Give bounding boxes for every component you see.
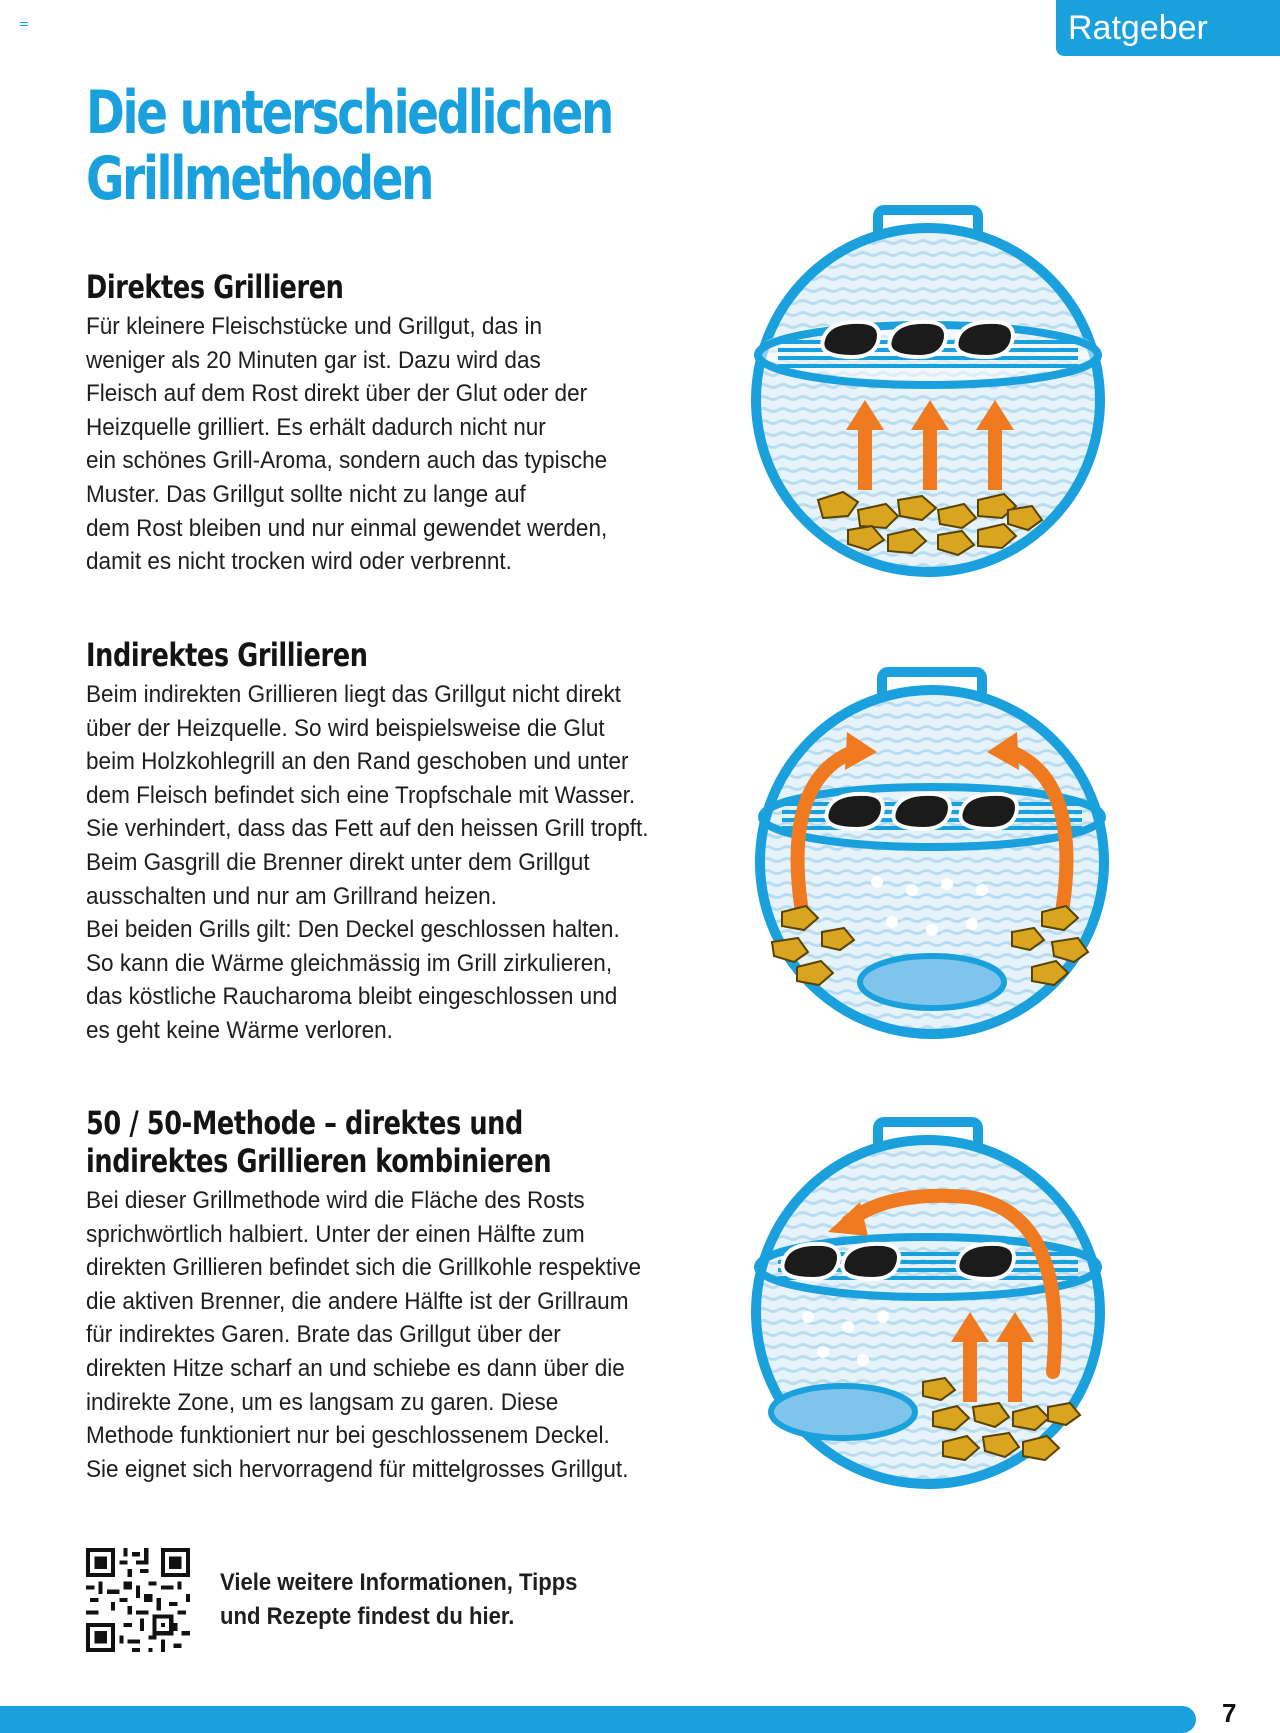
- heat-arrow-icon: [846, 400, 1014, 490]
- section-body: Beim indirekten Grillieren liegt das Grillgut nicht direkt über der Heizquelle. So wird beispielsweise die Glut beim Holzkohlegrill an den Rand geschoben und unter dem Fleisch befindet sich eine Tropfschale mit Wasser. Sie verhindert, dass das Fett auf den heissen Grill tropft. Beim Gasgrill die Brenner direkt unter dem Grillgut ausschalten und nur am Grillrand heizen. Bei beiden Grills gilt: Den Deckel geschlossen halten. So kann die Wärme gleichmässig im Grill zirkulieren, das köstliche Raucharoma bleibt eingeschlossen und es geht keine Wärme verloren.: [86, 681, 649, 1044]
- grill-direct-illustration: [738, 200, 1118, 580]
- qr-code-icon[interactable]: [86, 1548, 190, 1652]
- page-title: [86, 80, 612, 212]
- section-body: Bei dieser Grillmethode wird die Fläche des Rosts sprichwörtlich halbiert. Unter der einen Hälfte zum direkten Grillieren befindet sich die Grillkohle respektive die aktiven Brenner, die andere Hälfte ist der Grillraum für indirektes Garen. Brate das Grillgut über der direkten Hitze scharf an und schiebe es dann über die indirekte Zone, um es langsam zu garen. Diese Methode funktioniert nur bei geschlossenem Deckel. Sie eignet sich hervorragend für mittelgrosses Grillgut.: [86, 1187, 642, 1483]
- section-tab-ratgeber[interactable]: Ratgeber: [1056, 0, 1280, 56]
- page-title-line2: Grillmethoden: [86, 144, 433, 214]
- section-direct-grilling: [86, 268, 686, 579]
- section-heading: Direktes Grillieren: [86, 268, 344, 306]
- page-number: 7: [1222, 1698, 1237, 1728]
- drip-pan-icon: [771, 1386, 915, 1438]
- menu-icon[interactable]: [20, 22, 28, 28]
- section-5050-method: [86, 1104, 686, 1486]
- section-heading: Indirektes Grillieren: [86, 636, 368, 674]
- grill-indirect-illustration: [742, 662, 1122, 1042]
- steak-icon: [826, 794, 1017, 829]
- drip-pan-icon: [860, 956, 1004, 1008]
- section-body: Für kleinere Fleischstücke und Grillgut, das in weniger als 20 Minuten gar ist. Dazu wird das Fleisch auf dem Rost direkt über der Glut oder der Heizquelle grilliert. Es erhält dadurch nicht nur ein schönes Grill-Aroma, sondern auch das typische Muster. Das Grillgut sollte nicht zu lange auf dem Rost bleiben und nur einmal gewendet werden, damit es nicht trocken wird oder verbrennt.: [86, 313, 608, 576]
- footer-bar: [0, 1706, 1196, 1733]
- more-info-text: Viele weitere Informationen, Tipps und Rezepte findest du hier.: [220, 1569, 578, 1630]
- steak-icon: [822, 322, 1013, 357]
- page-title-line1: Die unterschiedlichen: [86, 78, 613, 148]
- section-indirect-grilling: [86, 636, 686, 1048]
- grill-5050-illustration: [738, 1112, 1118, 1492]
- section-heading: 50 / 50-Methode – direktes und indirektes Grillieren kombinieren: [86, 1104, 552, 1180]
